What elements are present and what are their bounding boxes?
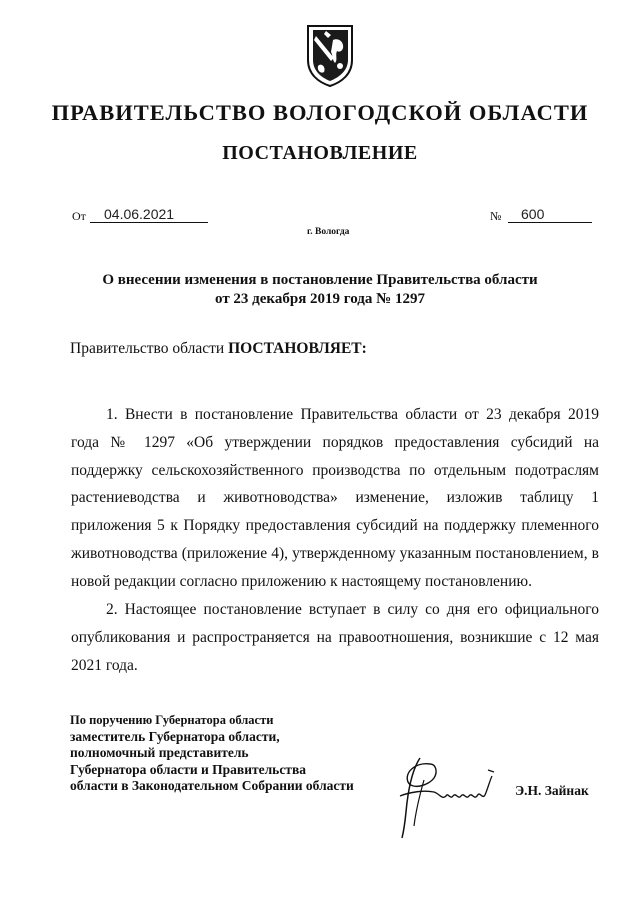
decree-statement — [70, 340, 367, 358]
document-subject — [0, 271, 640, 309]
paragraph-2: 2. Настоящее постановление вступает в силу со дня его официального опубликования и распространяется на правоотношения, возникшие с 12 мая 2021 года. — [71, 601, 599, 674]
government-title: ПРАВИТЕЛЬСТВО ВОЛОГОДСКОЙ ОБЛАСТИ — [51, 100, 589, 125]
document-number: 600 — [521, 206, 545, 222]
signatory-line-3: полномочный представитель — [70, 745, 249, 760]
signatory-line-4: Губернатора области и Правительства — [70, 761, 306, 777]
signatory-line-1: По поручению Губернатора области — [70, 713, 274, 727]
subject-line-2: от 23 декабря 2019 года № 1297 — [215, 291, 425, 307]
subject-line-1: О внесении изменения в постановление Правительства области — [102, 272, 538, 288]
decree-verb: ПОСТАНОВЛЯЕТ: — [228, 340, 367, 357]
date-prefix: От — [72, 209, 86, 223]
date-underline — [90, 222, 208, 223]
signatory-name: Э.Н. Зайнак — [515, 783, 589, 798]
signatory-block — [70, 712, 354, 795]
coat-of-arms-emblem — [304, 22, 356, 88]
signatory-line-5: области в Законодательном Собрании области — [70, 778, 354, 793]
number-underline — [508, 222, 592, 223]
city-label: г. Вологда — [307, 227, 350, 237]
handwritten-signature — [390, 750, 512, 842]
number-prefix: № — [490, 209, 502, 223]
document-date: 04.06.2021 — [104, 206, 175, 222]
signatory-line-2: заместитель Губернатора области, — [70, 728, 280, 744]
paragraph-1: 1. Внести в постановление Правительства области от 23 декабря 2019 года № 1297 «Об утверждении порядков предоставления субсидий на поддержку сельскохозяйственного производства по отдельным подотраслям растениеводства и животноводства» изменение, изложив таблицу 1 приложения 5 к Порядку предоставления субсидий на поддержку племенного животноводства (приложение 4), утвержденному указанным постановлением, в новой редакции согласно приложению к настоящему постановлению. — [71, 406, 599, 590]
decree-lead: Правительство области — [70, 340, 225, 357]
document-type: ПОСТАНОВЛЕНИЕ — [222, 142, 418, 164]
